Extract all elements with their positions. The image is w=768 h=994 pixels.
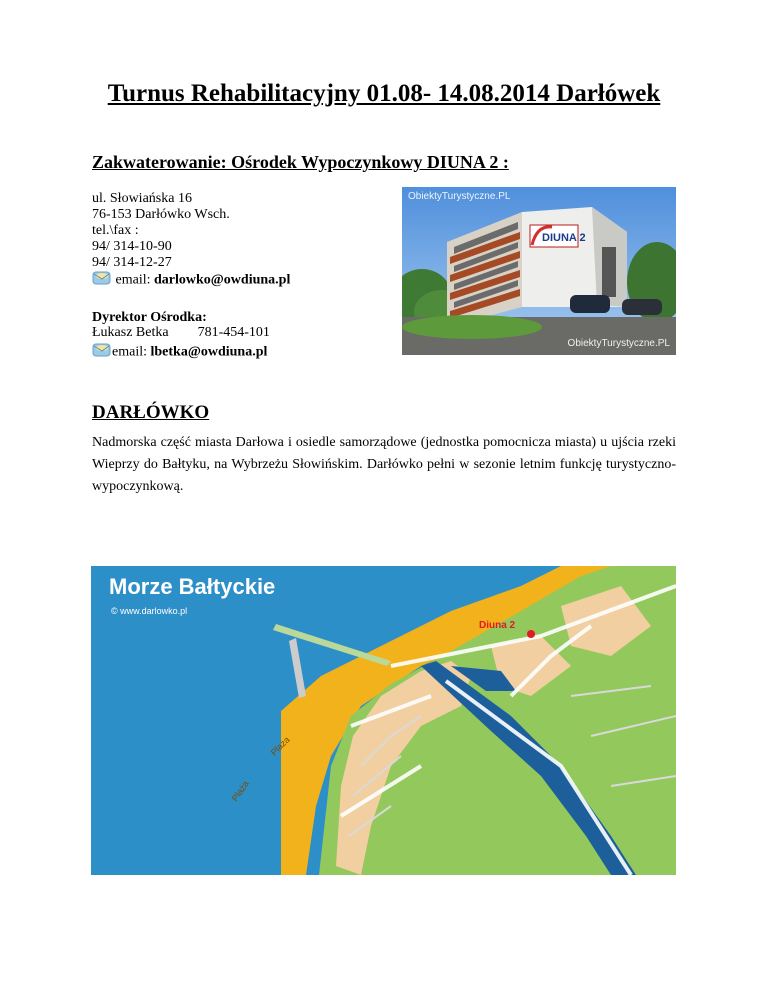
beach-label-2: Plaża bbox=[268, 734, 292, 758]
photo-watermark-top: ObiektyTurystyczne.PL bbox=[408, 191, 511, 202]
accommodation-heading: Zakwaterowanie: Ośrodek Wypoczynkowy DIUNA 2 : bbox=[92, 152, 509, 172]
email-link[interactable]: darlowko@owdiuna.pl bbox=[154, 272, 291, 288]
director-email-label: email: bbox=[112, 344, 147, 360]
director-name: Łukasz Betka bbox=[92, 325, 169, 340]
town-map bbox=[91, 566, 676, 875]
address-street: ul. Słowiańska 16 bbox=[92, 191, 192, 206]
envelope-icon bbox=[92, 342, 112, 363]
director-row bbox=[92, 325, 270, 341]
map-title: Morze Bałtyckie bbox=[109, 574, 276, 599]
director-label: Dyrektor Ośrodka: bbox=[92, 310, 207, 325]
map-url: © www.darlowko.pl bbox=[111, 606, 188, 616]
telfax-label: tel.\fax : bbox=[92, 223, 139, 238]
location-marker-icon bbox=[527, 630, 535, 638]
map-marker-label: Diuna 2 bbox=[479, 620, 516, 631]
building-photo bbox=[402, 187, 676, 355]
director-email-row bbox=[92, 342, 267, 363]
darlowko-description: Nadmorska część miasta Darłowa i osiedle samorządowe (jednostka pomocnicza miasta) u ujścia rzeki Wieprzy do Bałtyku, na Wybrzeżu Słowińskim. Darłówko pełni w sezonie letnim funkcję turystyczno-wypoczynkową. bbox=[92, 435, 676, 494]
photo-watermark-bottom: ObiektyTurystyczne.PL bbox=[567, 338, 670, 349]
beach-label-1: Plaża bbox=[229, 778, 251, 804]
email-label: email: bbox=[115, 272, 151, 288]
envelope-icon bbox=[92, 270, 112, 291]
director-email-link[interactable]: lbetka@owdiuna.pl bbox=[150, 344, 268, 360]
phone-2: 94/ 314-12-27 bbox=[92, 255, 172, 270]
email-row bbox=[92, 270, 290, 291]
phone-1: 94/ 314-10-90 bbox=[92, 239, 172, 254]
darlowko-heading: DARŁÓWKO bbox=[92, 402, 210, 423]
building-sign-text: DIUNA 2 bbox=[542, 232, 586, 244]
page-title: Turnus Rehabilitacyjny 01.08- 14.08.2014 Darłówek bbox=[107, 80, 661, 107]
director-phone: 781-454-101 bbox=[197, 325, 270, 340]
address-city: 76-153 Darłówko Wsch. bbox=[92, 207, 230, 222]
